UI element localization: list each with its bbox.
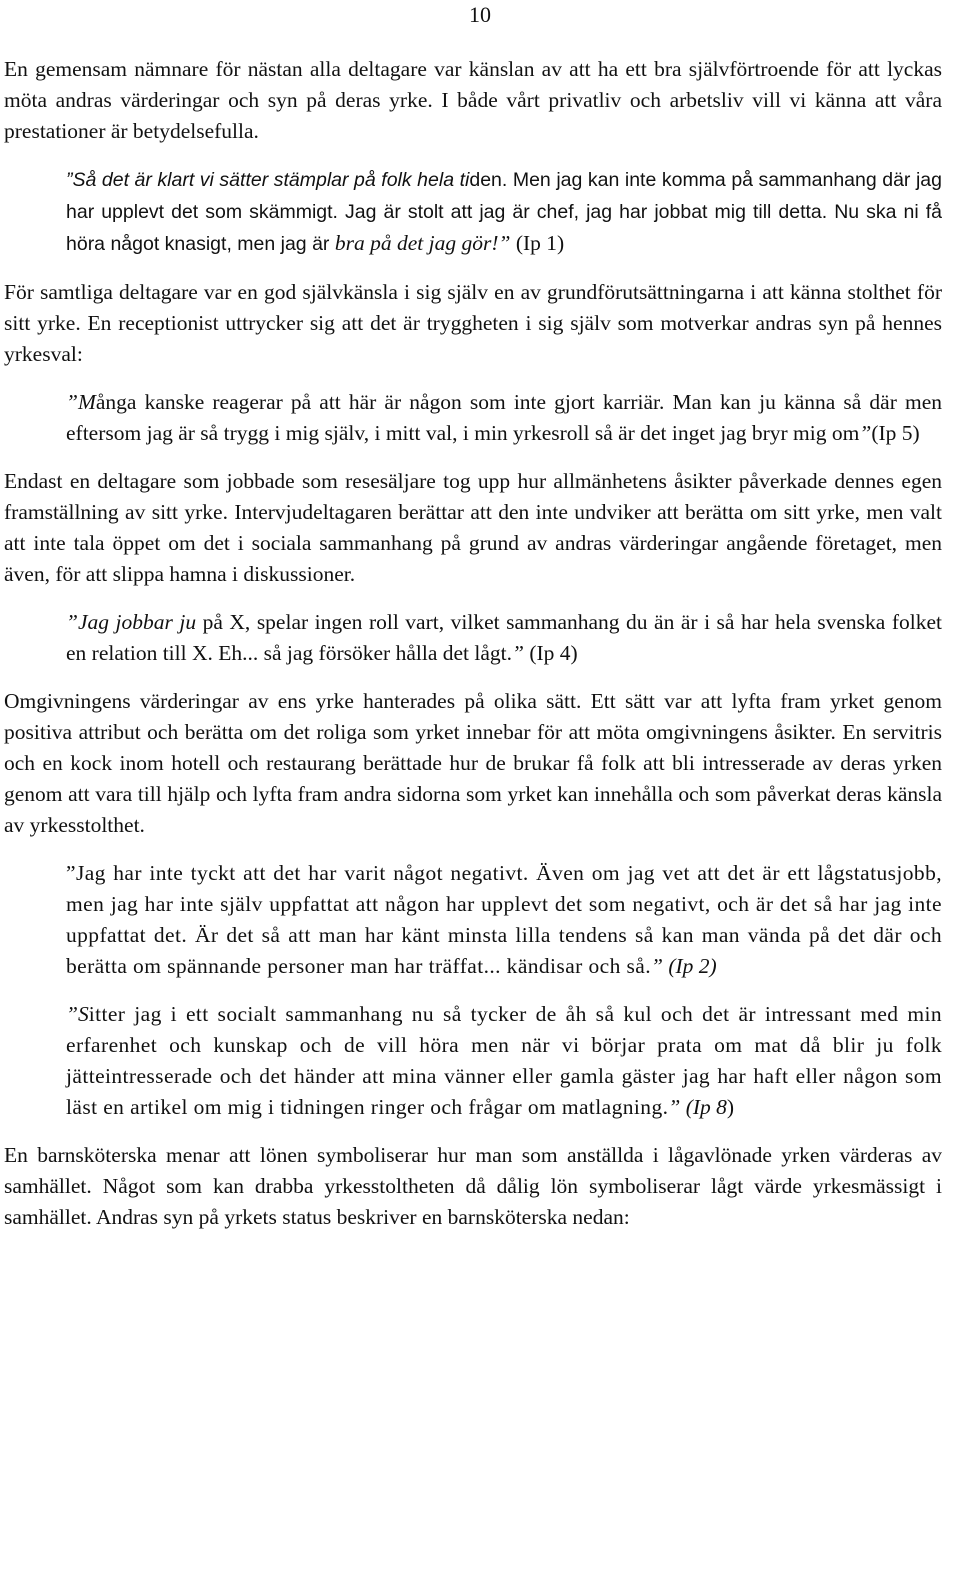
- quote-ip1-text: den. Men jag kan inte komma på sammanhang där jag har upplevt det som skämmigt. Jag är stolt att jag är chef, jag har jobbat mig till detta. Nu ska ni få höra något knasigt, men jag är: [66, 169, 942, 255]
- quote-ip4-italic: ”Jag jobbar ju: [66, 610, 197, 634]
- paragraph-4: Omgivningens värderingar av ens yrke hanterades på olika sätt. Ett sätt var att lyfta fram yrket genom positiva attribut och berätta om det roliga som yrket innebar för att möta omgivningens åsikter. En servitris och en kock inom hotell och restaurang berättade hur de brukar få folk att bli intresserade av deras yrken genom att vara till hjälp och lyfta fram andra sidorna som yrket kan innehålla och som påverkat deras känsla av yrkesstolthet.: [4, 689, 942, 837]
- quote-ip5-close: ”: [859, 421, 872, 445]
- quote-ip2-close: ” (Ip 2): [650, 954, 717, 978]
- quote-ip4-text: på X, spelar ingen roll vart, vilket sammanhang du än är i så har hela svenska folket en relation till X. Eh... så jag försöker hålla det lågt.: [66, 610, 942, 665]
- quote-ip4-cite: (Ip 4): [523, 641, 578, 665]
- quote-ip5: [66, 387, 942, 449]
- quote-ip4-close: ”: [512, 641, 524, 665]
- paragraph-1: En gemensam nämnare för nästan alla deltagare var känslan av att ha ett bra självförtroende för att lyckas möta andras värderingar och syn på deras yrke. I både vårt privatliv och arbetsliv vill vi känna att våra prestationer är betydelsefulla.: [4, 57, 942, 143]
- quote-ip1-italic: ”Så det är klart vi sätter stämplar på folk hela ti: [66, 169, 470, 191]
- paragraph-3: Endast en deltagare som jobbade som resesäljare tog upp hur allmänhetens åsikter påverkade dennes egen framställning av sitt yrke. Intervjudeltagaren berättar att den inte undviker att berätta om sitt yrke, men valt att inte tala öppet om det i sociala sammanhang på grund av andras värderingar angående företaget, men även, för att slippa hamna i diskussioner.: [4, 469, 942, 586]
- quote-ip5-italic: ”M: [66, 390, 96, 414]
- quote-ip8-close: ” (Ip 8: [668, 1095, 727, 1119]
- quote-ip8-cite: ): [726, 1095, 735, 1119]
- quote-ip8: [66, 999, 942, 1123]
- page-number: 10: [469, 2, 491, 27]
- document-body: [4, 54, 942, 1233]
- quote-ip1-italic-end: bra på det jag gör!”: [334, 231, 511, 255]
- quote-ip5-text: ånga kanske reagerar på att här är någon som inte gjort karriär. Man kan ju känna så där men eftersom jag är så trygg i mig själv, i mitt val, i min yrkesroll så är det inget jag bryr mig om: [66, 390, 942, 445]
- quote-ip4: [66, 607, 942, 669]
- quote-ip1: [66, 164, 942, 260]
- quote-ip8-text: itter jag i ett socialt sammanhang nu så tycker de åh så kul och det är intressant med min erfarenhet och kunskap och de vill höra men när vi börjar prata om mat då blir ju folk jätteintresserade och det händer att mina vänner eller gamla gäster jag har haft eller någon som läst en artikel om mig i tidningen ringer och frågar om matlagning.: [66, 1002, 942, 1119]
- quote-ip2: [66, 858, 942, 982]
- quote-ip2-text: ”Jag har inte tyckt att det har varit något negativt. Även om jag vet att det är ett lågstatusjobb, men jag har inte själv uppfattat att någon har upplevt det som negativt, och är det så har jag inte uppfattat det. Är det så att man har känt minsta lilla tendens så kan man vända på det där och berätta om spännande personer man har träffat... kändisar och så.: [66, 861, 942, 978]
- paragraph-5: En barnsköterska menar att lönen symboliserar hur man som anställda i lågavlönade yrken värderas av samhället. Något som kan drabba yrkesstoltheten då dålig lön symboliserar lågt värde yrkesmässigt i samhället. Andras syn på yrkets status beskriver en barnsköterska nedan:: [4, 1143, 942, 1229]
- quote-ip1-cite: (Ip 1): [510, 231, 565, 255]
- quote-ip5-cite: (Ip 5): [871, 421, 920, 445]
- quote-ip8-italic: ”S: [66, 1002, 89, 1026]
- paragraph-2: För samtliga deltagare var en god självkänsla i sig själv en av grundförutsättningarna i att känna stolthet för sitt yrke. En receptionist uttrycker sig att det är tryggheten i sig själv som motverkar andras syn på hennes yrkesval:: [4, 280, 942, 366]
